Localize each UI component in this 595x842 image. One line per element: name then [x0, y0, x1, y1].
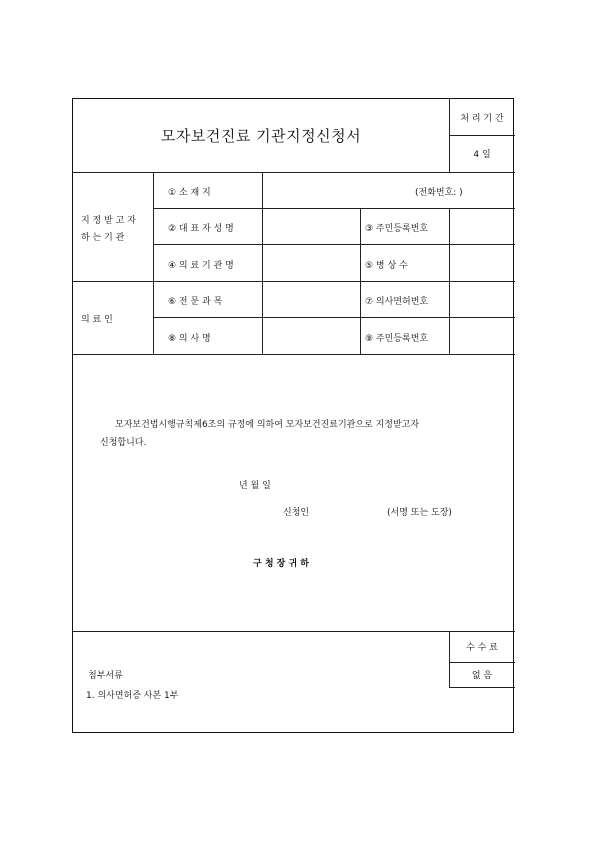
field-location-label: ① 소 재 지 [168, 188, 211, 198]
attachment-item-1: 1. 의사면허증 사본 1부 [86, 691, 179, 701]
application-form [72, 98, 514, 733]
date-line: 년 월 일 [239, 481, 271, 491]
addressee: 구 청 장 귀 하 [253, 559, 310, 569]
signature-label: (서명 또는 도장) [387, 508, 452, 518]
field-specialty-label: ⑥ 전 문 과 목 [168, 297, 223, 307]
field-beds-label: ⑤ 병 상 수 [365, 261, 408, 271]
processing-period-value: 4 일 [473, 150, 491, 160]
field-resident-number-label: ③ 주민등록번호 [365, 224, 429, 234]
field-representative-label: ② 대 표 자 성 명 [168, 224, 234, 234]
group-institution-label-2: 하 는 기 관 [81, 233, 125, 243]
fee-label: 수 수 료 [466, 643, 498, 653]
field-license-number-label: ⑦ 의사면허번호 [365, 297, 429, 307]
applicant-label: 신청인 [283, 508, 310, 518]
statement-line-2: 신청합니다. [100, 438, 147, 448]
fee-value: 없 음 [471, 671, 493, 681]
processing-period-label: 처 리 기 간 [460, 113, 504, 124]
field-institution-name-label: ④ 의 료 기 관 명 [168, 261, 234, 271]
phone-label: (전화번호: ) [415, 188, 463, 198]
group-institution-label-1: 지 정 받 고 자 [81, 216, 136, 226]
field-doctor-name-label: ⑧ 의 사 명 [168, 334, 211, 344]
attachments-title: 첨부서류 [88, 671, 123, 681]
group-doctor-label: 의 료 인 [81, 315, 113, 325]
field-doctor-resident-number-label: ⑨ 주민등록번호 [365, 334, 429, 344]
statement-line-1: 모자보건법시행규칙제6조의 규정에 의하여 모자보건진료기관으로 지정받고자 [115, 420, 420, 430]
form-title: 모자보건진료 기관지정신청서 [160, 127, 362, 145]
